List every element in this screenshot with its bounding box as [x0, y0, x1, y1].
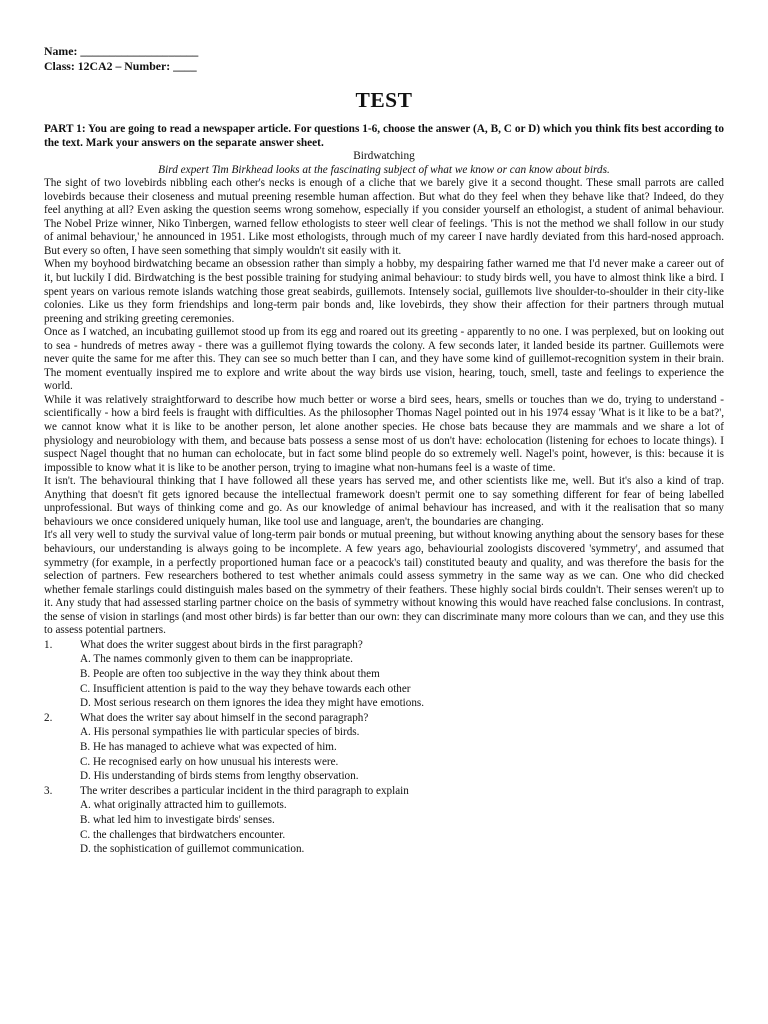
- question-text: What does the writer say about himself in the second paragraph?: [80, 711, 369, 724]
- question-stem: [44, 638, 724, 653]
- question-stem: [44, 711, 724, 726]
- answer-option: C. He recognised early on how unusual his interests were.: [80, 755, 339, 768]
- answer-option: B. what led him to investigate birds' senses.: [80, 813, 275, 826]
- answer-option: C. the challenges that birdwatchers encounter.: [80, 828, 286, 841]
- name-line: Name: ____________________: [44, 44, 199, 58]
- page-title: TEST: [355, 88, 413, 112]
- question-text: What does the writer suggest about birds in the first paragraph?: [80, 638, 363, 651]
- article-paragraph: While it was relatively straightforward to describe how much better or worse a bird sees, hears, smells or touches than we do, trying to understand - scientifically - how a bird feels is fraught with difficulties. As the philosopher Thomas Nagel pointed out in his 1974 essay 'What is it like to be a bat?', we cannot know what it is like to be another person, let alone another species. He chose bats because they are mammals and we share a lot of physiology and neurobiology with them, and because bats possess a sense most of us don't have: echolocation (listening for echoes to locate things). I suspect Nagel thought that no human can echolocate, but in fact some blind people do so extremely well. Nagel's point, however, is this: because it is impossible to know what it is like to be another person, trying to imagine what non-humans feel is a waste of time.: [44, 393, 724, 474]
- question-stem: [44, 784, 724, 799]
- answer-option: D. Most serious research on them ignores the idea they might have emotions.: [80, 697, 425, 710]
- class-line: Class: 12CA2 – Number: ____: [44, 59, 197, 73]
- question-list: [44, 638, 724, 857]
- answer-option: A. His personal sympathies lie with particular species of birds.: [80, 726, 360, 739]
- article-paragraph: The sight of two lovebirds nibbling each other's necks is enough of a cliche that we barely give it a second thought. These small parrots are called lovebirds because their closeness and mutual preening resemble human affection. But what do they feel when they behave like that? Indeed, do they feel anything at all? Even asking the question seems wrong somehow, especially if you consider yourself an ethologist, a student of animal behaviour. The Nobel Prize winner, Niko Tinbergen, warned fellow ethologists to steer well clear of feelings. 'This is not the method we shall follow in our study of animal behaviour,' he announced in 1951. Like most ethologists, through much of my career I nave hardly deviated from this hard-nosed approach. But every so often, I have seen something that simply wouldn't sit easily with it.: [44, 177, 724, 257]
- part1-instructions: PART 1: You are going to read a newspaper article. For questions 1-6, choose the answer (A, B, C or D) which you think fits best according to the text. Mark your answers on the separate answer sheet.: [44, 123, 724, 149]
- article-paragraph: It isn't. The behavioural thinking that I have followed all these years has served me, and other scientists like me, well. But it's also a kind of trap. Anything that doesn't fit gets ignored because the intellectual framework doesn't permit one to say something different for fear of being labelled unprofessional. But ways of thinking come and go. As our knowledge of animal behaviour has increased, and with it the realisation that so many behaviours we once considered uniquely human, like tool use and language, aren't, the boundaries are changing.: [44, 475, 724, 528]
- article-paragraph: It's all very well to study the survival value of long-term pair bonds or mutual preening, but without knowing anything about the sensory bases for these behaviours, our understanding is always going to be incomplete. A few years ago, behaviourial zoologists discovered 'symmetry', and assumed that symmetry (for example, in a perfectly proportioned human face or a peacock's tail) constituted beauty and quality, and was therefore the basis for the selection of partners. Few researchers bothered to test whether animals could assess symmetry in the same way as we can. One who did checked whether female starlings could distinguish males based on the symmetry of their feathers. These highly social birds couldn't. Their senses weren't up to it. Any study that had assessed starling partner choice on the basis of symmetry without knowing this would have reached false conclusions. In contrast, the sense of vision in starlings (and most other birds) is far better than our own: they can discriminate many more colours than we can, and they use this to assess potential partners.: [44, 529, 724, 637]
- answer-option: B. People are often too subjective in the way they think about them: [80, 667, 380, 680]
- answer-option: A. what originally attracted him to guillemots.: [80, 799, 287, 812]
- question-number: 3.: [44, 784, 53, 797]
- article-subtitle: Bird expert Tim Birkhead looks at the fascinating subject of what we know or can know about birds.: [158, 163, 610, 176]
- article-paragraph: When my boyhood birdwatching became an obsession rather than simply a hobby, my despairing father warned me that I'd never make a career out of it, but luckily I did. Birdwatching is the best possible training for studying animal behaviour: to study birds well, you have to almost think like a bird. I spent years on various remote islands watching those great seabirds, guillemots. Intensely social, guillemots live shoulder-to-shoulder in their city-like colonies. Like us they form friendships and long-term pair bonds and, like lovebirds, they show their affection for their partners through mutual preening and striking greeting ceremonies.: [44, 258, 724, 325]
- question-number: 1.: [44, 638, 53, 651]
- article-body: [44, 177, 724, 638]
- article-title: Birdwatching: [353, 150, 415, 163]
- answer-option: B. He has managed to achieve what was expected of him.: [80, 740, 337, 753]
- article-paragraph: Once as I watched, an incubating guillemot stood up from its egg and roared out its greeting - apparently to no one. I was perplexed, but on looking out to sea - hundreds of metres away - there was a guillemot flying towards the colony. A few seconds later, it landed beside its partner. Guillemots were never quite the same for me after this. They can see so much better than I can, and they have some kind of guillemot-recognition system in their brain. The moment eventually inspired me to explore and write about the way birds use vision, hearing, touch, smell, taste and feelings to experience the world.: [44, 326, 724, 393]
- question-item: [44, 638, 724, 711]
- question-item: [44, 711, 724, 784]
- answer-option: D. His understanding of birds stems from lengthy observation.: [80, 770, 359, 783]
- question-item: [44, 784, 724, 857]
- answer-option: C. Insufficient attention is paid to the way they behave towards each other: [80, 682, 411, 695]
- answer-option: D. the sophistication of guillemot communication.: [80, 843, 305, 856]
- answer-option: A. The names commonly given to them can be inappropriate.: [80, 653, 353, 666]
- question-number: 2.: [44, 711, 53, 724]
- question-text: The writer describes a particular incident in the third paragraph to explain: [80, 784, 409, 797]
